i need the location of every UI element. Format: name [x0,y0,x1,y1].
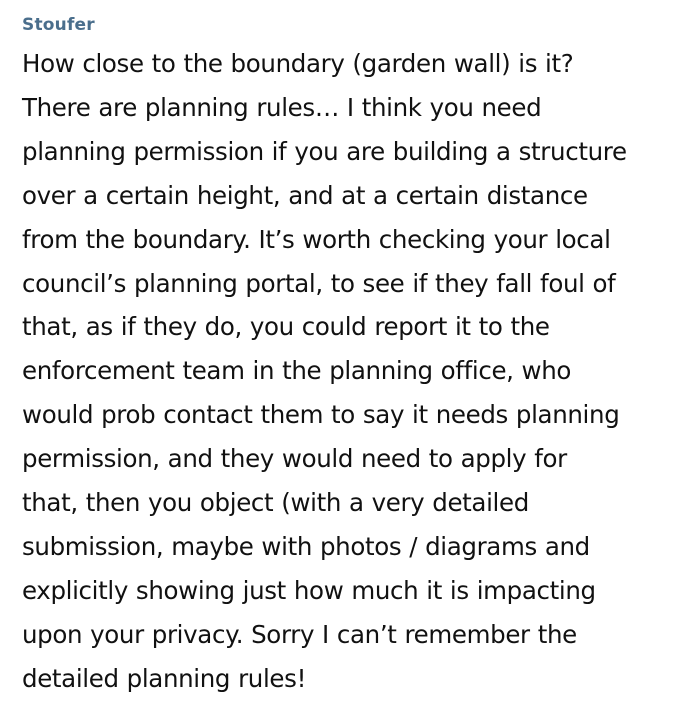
comment-line: How close to the boundary (garden wall) is it? [22,49,574,78]
comment-line: explicitly showing just how much it is impacting [22,575,596,605]
comment-line: from the boundary. It’s worth checking your local [22,224,611,254]
comment-line: detailed planning rules! [22,663,307,693]
comment-line: upon your privacy. Sorry I can’t remember the [22,619,577,649]
comment-line: submission, maybe with photos / diagrams and [22,531,590,561]
comment-line: council’s planning portal, to see if they fall foul of [22,268,616,298]
comment-username[interactable]: Stoufer [22,15,95,35]
comment-line: would prob contact them to say it needs planning [22,400,620,430]
comment-line: over a certain height, and at a certain distance [22,180,588,210]
comment-line: that, then you object (with a very detailed [22,488,529,518]
comment-line: planning permission if you are building a structure [22,136,627,166]
comment-line: enforcement team in the planning office, who [22,356,572,386]
comment-line: There are planning rules… I think you need [22,92,542,122]
comment-line: permission, and they would need to apply for [22,444,567,474]
comment-line: that, as if they do, you could report it to the [22,312,550,342]
comment-body [22,42,684,701]
